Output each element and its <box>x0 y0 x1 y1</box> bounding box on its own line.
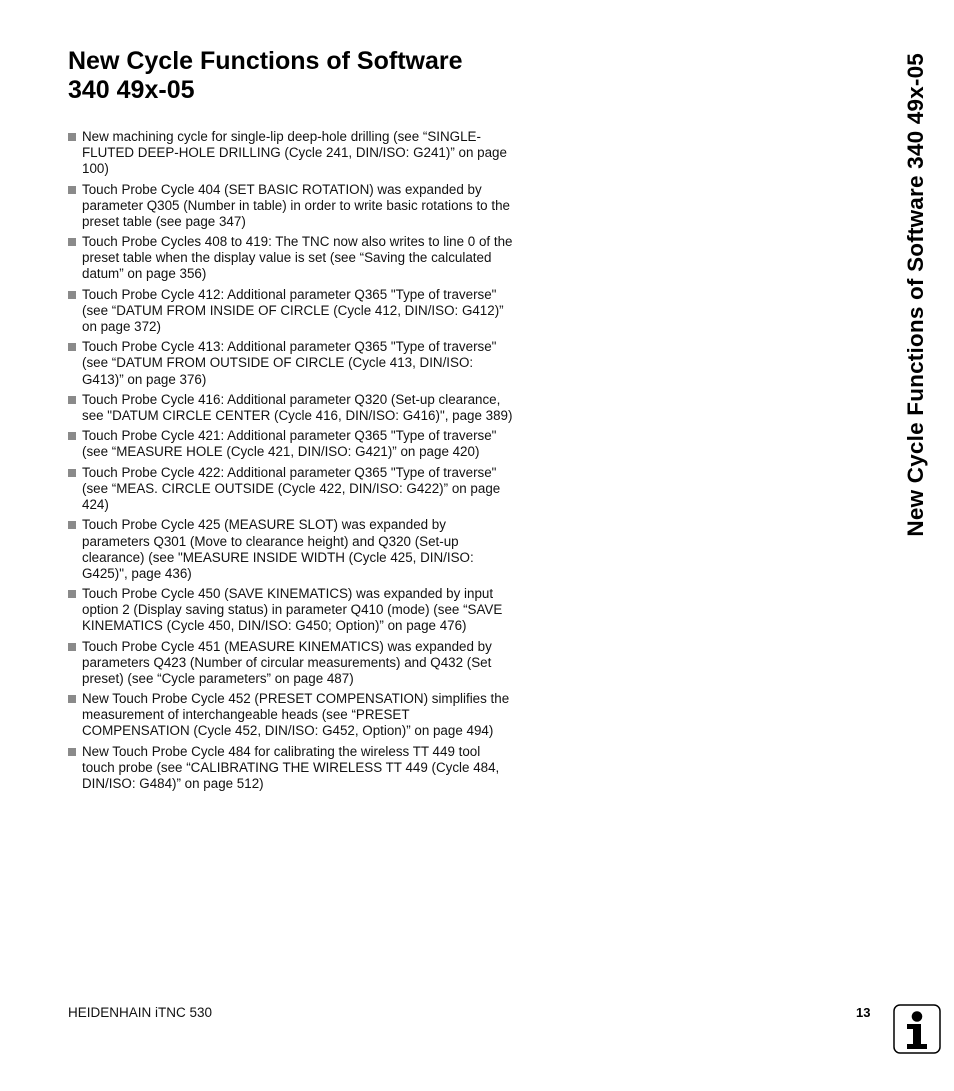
list-item-text: New Touch Probe Cycle 484 for calibrating the wireless TT 449 tool touch probe (see “CALIBRATING THE WIRELESS TT 449 (Cycle 484, DIN/ISO: G484)” on page 512) <box>82 743 500 792</box>
square-bullet-icon <box>68 432 76 440</box>
page-title-line-1: New Cycle Functions of Software <box>68 47 463 75</box>
list-item-text: Touch Probe Cycle 421: Additional parameter Q365 "Type of traverse" (see “MEASURE HOLE (Cycle 421, DIN/ISO: G421)” on page 420) <box>82 428 497 460</box>
cycle-function-list <box>68 129 516 796</box>
list-item-text: Touch Probe Cycle 416: Additional parameter Q320 (Set-up clearance, see "DATUM CIRCLE CENTER (Cycle 416, DIN/ISO: G416)", page 389) <box>82 391 513 423</box>
page-title <box>68 47 538 105</box>
list-item <box>68 287 516 335</box>
page-title-line-2: 340 49x-05 <box>68 76 195 104</box>
square-bullet-icon <box>68 343 76 351</box>
list-item <box>68 234 516 282</box>
list-item-text: New machining cycle for single-lip deep-hole drilling (see “SINGLE-FLUTED DEEP-HOLE DRILLING (Cycle 241, DIN/ISO: G241)” on page 100) <box>82 129 507 177</box>
info-icon <box>893 1004 941 1054</box>
square-bullet-icon <box>68 469 76 477</box>
list-item <box>68 639 516 687</box>
list-item <box>68 517 516 581</box>
square-bullet-icon <box>68 291 76 299</box>
list-item-text: Touch Probe Cycle 413: Additional parameter Q365 "Type of traverse" (see “DATUM FROM OUTSIDE OF CIRCLE (Cycle 413, DIN/ISO: G413)” on page 376) <box>82 339 497 387</box>
list-item <box>68 465 516 513</box>
list-item-text: Touch Probe Cycle 404 (SET BASIC ROTATION) was expanded by parameter Q305 (Number in table) in order to write basic rotations to the preset table (see page 347) <box>82 181 510 229</box>
list-item <box>68 744 516 792</box>
square-bullet-icon <box>68 695 76 703</box>
square-bullet-icon <box>68 396 76 404</box>
list-item <box>68 691 516 739</box>
side-title <box>897 53 935 593</box>
list-item-text: Touch Probe Cycles 408 to 419: The TNC now also writes to line 0 of the preset table when the display value is set (see “Saving the calculated datum” on page 356) <box>82 234 513 282</box>
list-item <box>68 129 516 177</box>
list-item <box>68 428 516 460</box>
list-item <box>68 392 516 424</box>
list-item <box>68 339 516 387</box>
list-item-text: Touch Probe Cycle 451 (MEASURE KINEMATICS) was expanded by parameters Q423 (Number of circular measurements) and Q432 (Set preset) (see “Cycle parameters” on page 487) <box>82 638 492 686</box>
square-bullet-icon <box>68 643 76 651</box>
square-bullet-icon <box>68 133 76 141</box>
side-title-text: New Cycle Functions of Software 340 49x-05 <box>903 53 928 537</box>
square-bullet-icon <box>68 590 76 598</box>
list-item-text: Touch Probe Cycle 412: Additional parameter Q365 "Type of traverse" (see “DATUM FROM INSIDE OF CIRCLE (Cycle 412, DIN/ISO: G412)” on page 372) <box>82 286 504 334</box>
list-item-text: Touch Probe Cycle 422: Additional parameter Q365 "Type of traverse" (see “MEAS. CIRCLE OUTSIDE (Cycle 422, DIN/ISO: G422)” on page 424) <box>82 464 501 513</box>
page-number: 13 <box>856 1005 871 1020</box>
list-item-text: Touch Probe Cycle 450 (SAVE KINEMATICS) was expanded by input option 2 (Display saving status) in parameter Q410 (mode) (see “SAVE KINEMATICS (Cycle 450, DIN/ISO: G450; Option)” on page 476) <box>82 586 503 634</box>
list-item-text: Touch Probe Cycle 425 (MEASURE SLOT) was expanded by parameters Q301 (Move to clearance height) and Q320 (Set-up clearance) (see "MEASURE INSIDE WIDTH (Cycle 425, DIN/ISO: G425)", page 436) <box>82 517 474 581</box>
list-item <box>68 586 516 634</box>
square-bullet-icon <box>68 238 76 246</box>
square-bullet-icon <box>68 748 76 756</box>
list-item-text: New Touch Probe Cycle 452 (PRESET COMPENSATION) simplifies the measurement of interchangeable heads (see “PRESET COMPENSATION (Cycle 452, DIN/ISO: G452, Option)” on page 494) <box>82 691 510 739</box>
list-item <box>68 182 516 230</box>
square-bullet-icon <box>68 186 76 194</box>
footer-product-name: HEIDENHAIN iTNC 530 <box>68 1005 213 1020</box>
square-bullet-icon <box>68 521 76 529</box>
